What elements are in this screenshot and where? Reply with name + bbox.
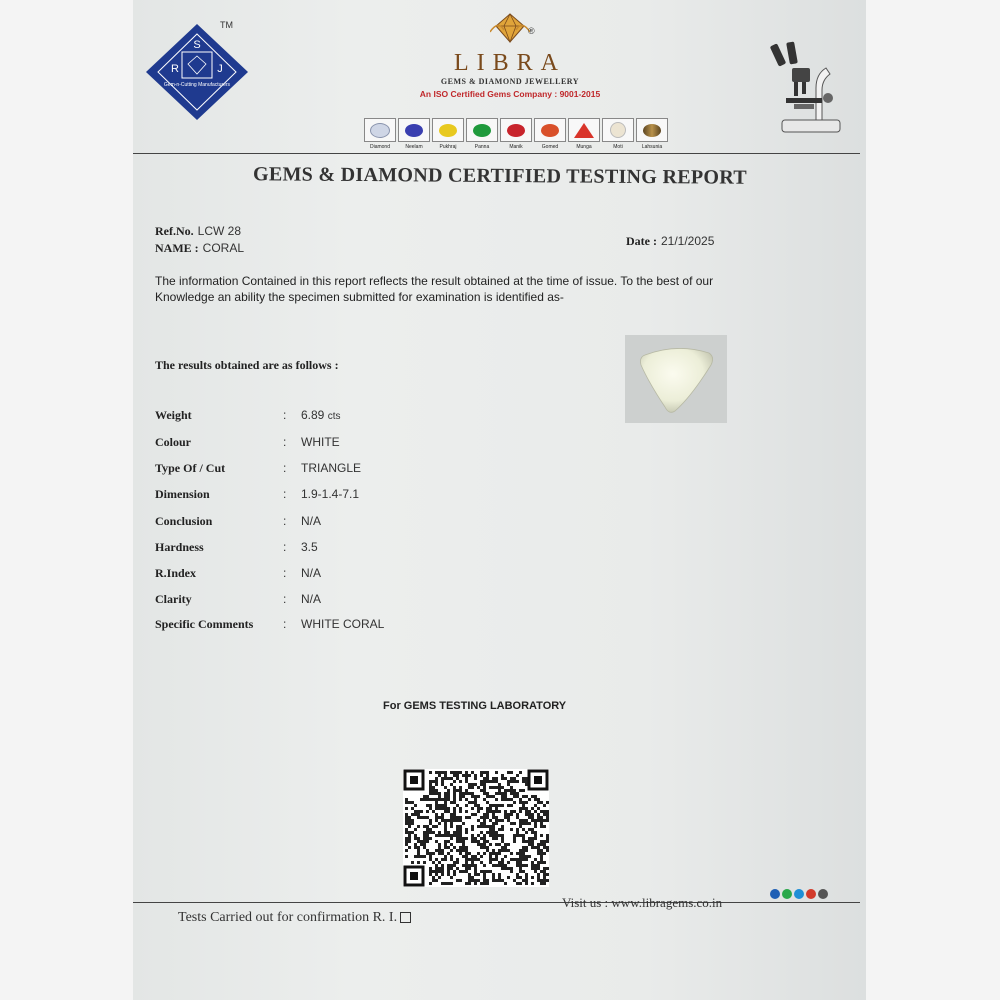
brand-name: LIBRA: [454, 50, 566, 76]
whatsapp-icon[interactable]: [782, 889, 792, 899]
libra-brand: [410, 18, 610, 99]
header-divider: [133, 153, 860, 154]
gem-lahsunia: Lahsunia: [636, 118, 668, 150]
gem-gomed: Gomed: [534, 118, 566, 150]
srj-letter-r: R: [171, 63, 179, 75]
ri-checkbox[interactable]: [400, 912, 411, 923]
results-heading: The results obtained are as follows :: [155, 358, 339, 372]
srj-tagline: Gem-n-Cutting Manufacturers: [163, 82, 231, 88]
srj-letter-j: J: [217, 63, 223, 75]
background-left: [0, 0, 133, 1000]
ref-label: Ref.No.: [155, 224, 194, 238]
instagram-icon[interactable]: [818, 889, 828, 899]
panna-icon: [473, 124, 491, 137]
diamond-icon: [370, 123, 390, 138]
facebook-icon[interactable]: [770, 889, 780, 899]
report-title: GEMS & DIAMOND CERTIFIED TESTING REPORT: [252, 163, 748, 189]
name-value: CORAL: [202, 241, 245, 255]
result-row-clarity: Clarity : N/A: [155, 592, 322, 606]
footer-confirmation: Tests Carried out for confirmation R. I.: [178, 910, 411, 926]
date-field: [626, 232, 714, 250]
specimen-photo: [625, 335, 727, 423]
munga-icon: [574, 123, 594, 138]
background-right: [866, 0, 1000, 1000]
srj-letter-s: S: [193, 39, 201, 51]
gem-panna: Panna: [466, 118, 498, 150]
lab-signature-label: For GEMS TESTING LABORATORY: [383, 700, 567, 712]
twitter-icon[interactable]: [794, 889, 804, 899]
manik-icon: [507, 124, 525, 137]
weight-unit: cts: [327, 411, 341, 422]
ref-value: LCW 28: [197, 224, 242, 238]
result-row-weight: Weight : 6.89 cts: [155, 408, 341, 422]
moti-icon: [610, 122, 626, 138]
pukhraj-icon: [439, 124, 457, 137]
gem-icons-row: [364, 118, 668, 150]
intro-paragraph: [155, 273, 755, 305]
ref-number: [155, 222, 241, 240]
name-label: NAME :: [155, 241, 199, 255]
footer-website[interactable]: Visit us : www.libragems.co.in: [562, 895, 723, 910]
social-icons: [770, 889, 828, 899]
result-row-dimension: Dimension : 1.9-1.4-7.1: [155, 487, 360, 501]
date-label: Date :: [626, 234, 657, 248]
iso-certification: An ISO Certified Gems Company : 9001-2015: [419, 89, 601, 99]
coral-stone-icon: [641, 348, 713, 412]
result-row-hardness: Hardness : 3.5: [155, 540, 318, 554]
gem-moti: Moti: [602, 118, 634, 150]
qr-code[interactable]: [403, 769, 549, 887]
trademark-symbol: TM: [220, 20, 233, 30]
microscope-icon: [770, 38, 850, 138]
gem-neelam: Neelam: [398, 118, 430, 150]
gem-munga: Munga: [568, 118, 600, 150]
result-row-colour: Colour : WHITE: [155, 435, 340, 449]
result-row-cut: Type Of / Cut : TRIANGLE: [155, 461, 362, 475]
gomed-icon: [541, 124, 559, 137]
neelam-icon: [405, 124, 423, 137]
libra-crown-icon: [490, 10, 530, 46]
name-field: [155, 239, 244, 257]
gem-diamond: Diamond: [364, 118, 396, 150]
footer-divider: [133, 902, 860, 903]
date-value: 21/1/2025: [660, 234, 715, 248]
brand-subtitle: GEMS & DIAMOND JEWELLERY: [440, 77, 580, 86]
result-row-conclusion: Conclusion : N/A: [155, 514, 322, 528]
result-row-rindex: R.Index : N/A: [155, 566, 322, 580]
gem-manik: Manik: [500, 118, 532, 150]
lahsunia-icon: [643, 124, 661, 137]
result-row-comments: Specific Comments : WHITE CORAL: [155, 617, 385, 631]
gem-pukhraj: Pukhraj: [432, 118, 464, 150]
registered-symbol: ®: [528, 26, 535, 36]
intro-line-1: The information Contained in this report reflects the result obtained at the time of issue. To the best of our: [155, 274, 714, 288]
intro-line-2: Knowledge an ability the specimen submitted for examination is identified as-: [155, 290, 564, 304]
srj-logo: [142, 20, 252, 130]
youtube-icon[interactable]: [806, 889, 816, 899]
